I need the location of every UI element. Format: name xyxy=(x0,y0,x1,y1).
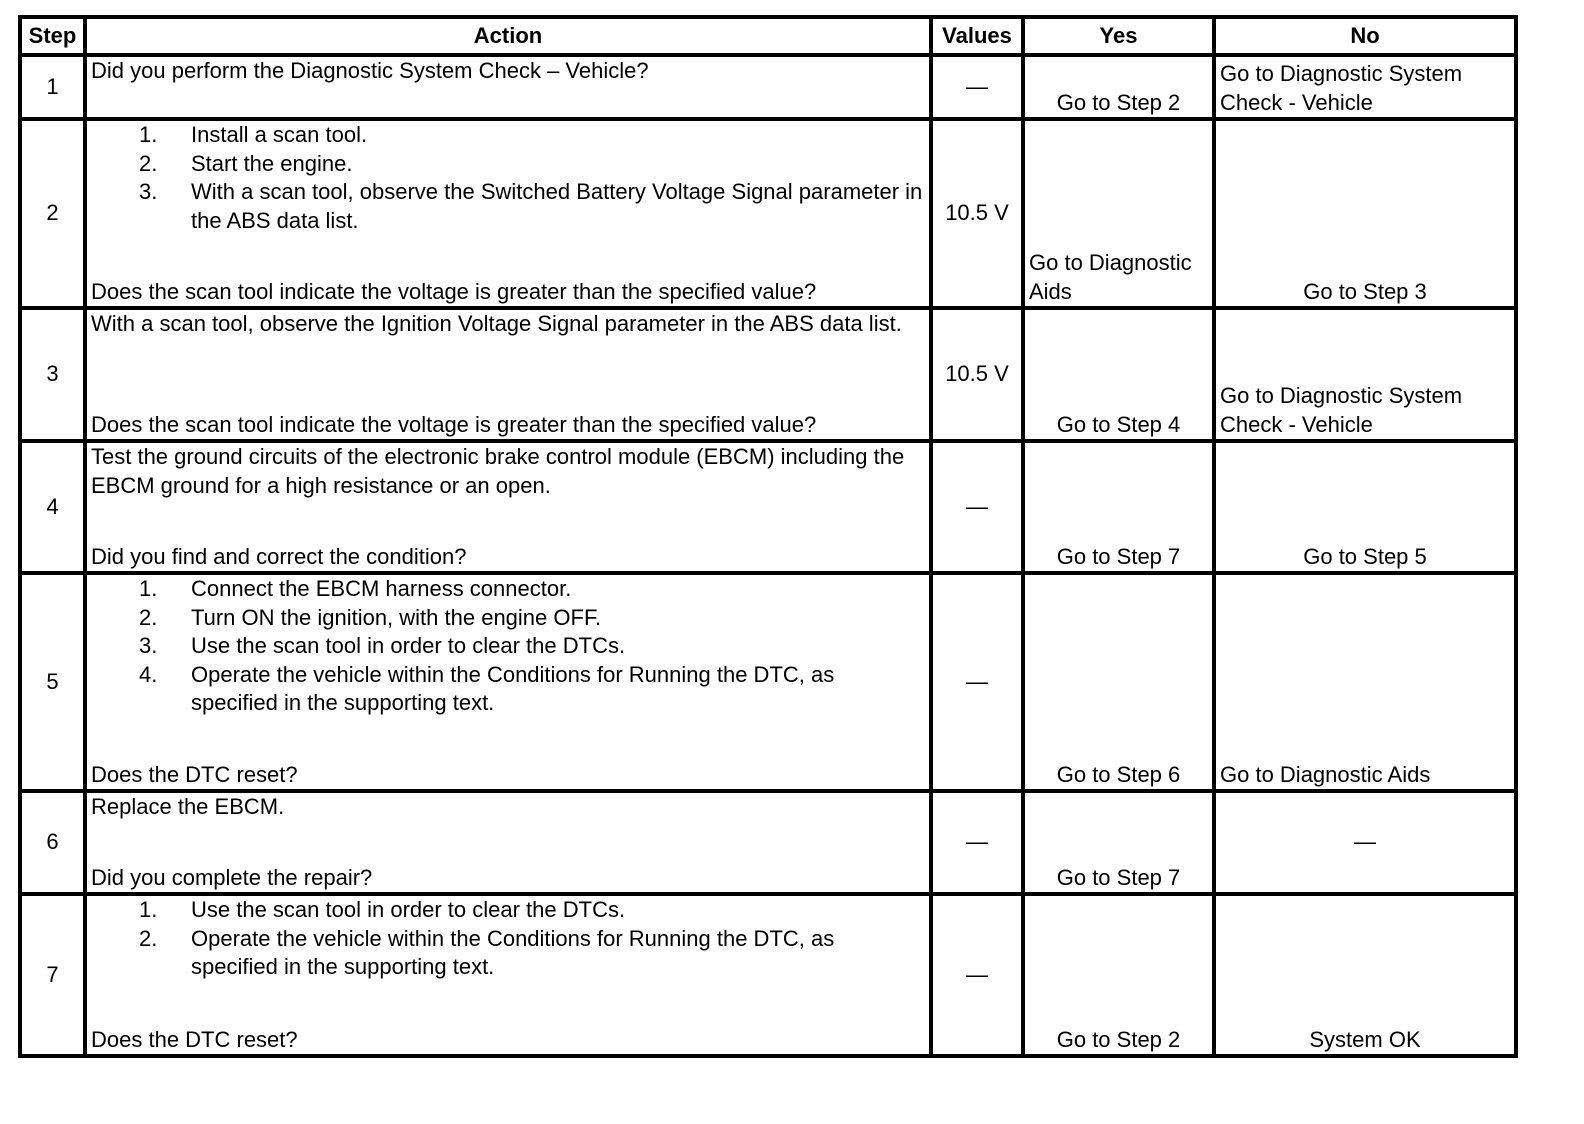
action-step-item xyxy=(91,178,925,235)
action-step-item xyxy=(91,150,925,179)
step-text: Connect the EBCM harness connector. xyxy=(191,576,572,601)
header-step: Step xyxy=(20,17,85,55)
yes-cell xyxy=(1023,573,1214,791)
action-cell xyxy=(85,894,931,1056)
yes-result: Go to Step 2 xyxy=(1056,1026,1181,1052)
step-number-cell: 2 xyxy=(20,119,85,308)
step-number: 2. xyxy=(139,604,158,630)
yes-cell xyxy=(1023,308,1214,441)
step-text: Operate the vehicle within the Conditions for Running the DTC, as specified in the supporting text. xyxy=(191,661,835,715)
action-steps xyxy=(91,896,925,982)
value-cell: — xyxy=(931,894,1023,1056)
step-number: 1. xyxy=(139,897,158,922)
table-row xyxy=(20,308,1516,441)
action-question: Does the scan tool indicate the voltage is greater than the specified value? xyxy=(91,411,817,437)
no-result: Go to Diagnostic System Check - Vehicle xyxy=(1220,383,1463,437)
no-result: Go to Diagnostic Aids xyxy=(1220,761,1431,787)
step-text: With a scan tool, observe the Switched Battery Voltage Signal parameter in the ABS data list. xyxy=(191,179,923,233)
yes-cell xyxy=(1023,119,1214,308)
no-cell xyxy=(1214,441,1516,573)
action-text: Did you perform the Diagnostic System Check – Vehicle? xyxy=(91,58,649,83)
action-cell xyxy=(85,119,931,308)
step-text: Start the engine. xyxy=(191,150,353,176)
step-number-cell: 1 xyxy=(20,55,85,119)
yes-result: Go to Step 4 xyxy=(1056,411,1181,437)
yes-cell xyxy=(1023,55,1214,119)
action-question: Did you complete the repair? xyxy=(91,864,373,890)
action-step-item xyxy=(91,925,925,982)
no-cell xyxy=(1214,894,1516,1056)
no-cell xyxy=(1214,55,1516,119)
header-values: Values xyxy=(931,17,1023,55)
action-question: Does the DTC reset? xyxy=(91,761,298,787)
value-cell: — xyxy=(931,55,1023,119)
step-number-cell: 7 xyxy=(20,894,85,1056)
value-cell: — xyxy=(931,441,1023,573)
table-row xyxy=(20,119,1516,308)
action-cell xyxy=(85,791,931,894)
action-text: Test the ground circuits of the electronic brake control module (EBCM) including the EBCM ground for a high resistance or an open. xyxy=(91,444,905,498)
step-text: Use the scan tool in order to clear the DTCs. xyxy=(191,897,626,922)
header-row xyxy=(20,17,1516,55)
action-steps xyxy=(91,121,925,235)
step-text: Operate the vehicle within the Conditions for Running the DTC, as specified in the supporting text. xyxy=(191,925,835,979)
diagnostic-table xyxy=(18,15,1518,1058)
action-step-item xyxy=(91,896,925,925)
no-result: — xyxy=(1354,829,1376,855)
action-step-item xyxy=(91,661,925,718)
step-number: 3. xyxy=(139,179,158,204)
step-text: Use the scan tool in order to clear the DTCs. xyxy=(191,633,626,658)
header-no: No xyxy=(1214,17,1516,55)
no-result: Go to Diagnostic System Check - Vehicle xyxy=(1220,61,1463,115)
step-number: 1. xyxy=(139,576,158,601)
step-number: 3. xyxy=(139,633,158,658)
action-cell xyxy=(85,441,931,573)
action-cell xyxy=(85,573,931,791)
yes-cell xyxy=(1023,791,1214,894)
action-question: Does the scan tool indicate the voltage is greater than the specified value? xyxy=(91,278,817,304)
value-cell: 10.5 V xyxy=(931,119,1023,308)
no-cell xyxy=(1214,573,1516,791)
no-cell xyxy=(1214,791,1516,894)
step-number: 4. xyxy=(139,661,158,687)
action-cell xyxy=(85,308,931,441)
action-step-item xyxy=(91,604,925,633)
yes-result: Go to Step 7 xyxy=(1056,543,1181,569)
step-text: Turn ON the ignition, with the engine OFF. xyxy=(191,604,602,630)
no-result: System OK xyxy=(1309,1026,1421,1052)
no-result: Go to Step 5 xyxy=(1303,543,1427,569)
action-question: Did you find and correct the condition? xyxy=(91,543,467,569)
header-action: Action xyxy=(85,17,931,55)
action-step-item xyxy=(91,121,925,150)
action-cell xyxy=(85,55,931,119)
yes-cell xyxy=(1023,894,1214,1056)
yes-result: Go to Step 2 xyxy=(1056,89,1181,115)
action-text: Replace the EBCM. xyxy=(91,794,285,819)
step-number-cell: 6 xyxy=(20,791,85,894)
action-text: With a scan tool, observe the Ignition Voltage Signal parameter in the ABS data list. xyxy=(91,311,902,336)
step-number: 1. xyxy=(139,122,158,147)
step-number: 2. xyxy=(139,150,158,176)
yes-result: Go to Step 7 xyxy=(1056,864,1181,890)
value-cell: 10.5 V xyxy=(931,308,1023,441)
action-steps xyxy=(91,575,925,718)
step-text: Install a scan tool. xyxy=(191,122,368,147)
yes-cell xyxy=(1023,441,1214,573)
table-row xyxy=(20,791,1516,894)
action-question: Does the DTC reset? xyxy=(91,1026,298,1052)
yes-result: Go to Step 6 xyxy=(1056,761,1181,787)
step-number-cell: 3 xyxy=(20,308,85,441)
action-step-item xyxy=(91,632,925,661)
action-step-item xyxy=(91,575,925,604)
table-row xyxy=(20,894,1516,1056)
step-number-cell: 5 xyxy=(20,573,85,791)
no-cell xyxy=(1214,119,1516,308)
step-number-cell: 4 xyxy=(20,441,85,573)
header-yes: Yes xyxy=(1023,17,1214,55)
table-row xyxy=(20,573,1516,791)
step-number: 2. xyxy=(139,925,158,951)
no-cell xyxy=(1214,308,1516,441)
no-result: Go to Step 3 xyxy=(1303,278,1427,304)
table-row xyxy=(20,441,1516,573)
value-cell: — xyxy=(931,573,1023,791)
value-cell: — xyxy=(931,791,1023,894)
yes-result: Go to Diagnostic Aids xyxy=(1029,250,1192,304)
table-row xyxy=(20,55,1516,119)
